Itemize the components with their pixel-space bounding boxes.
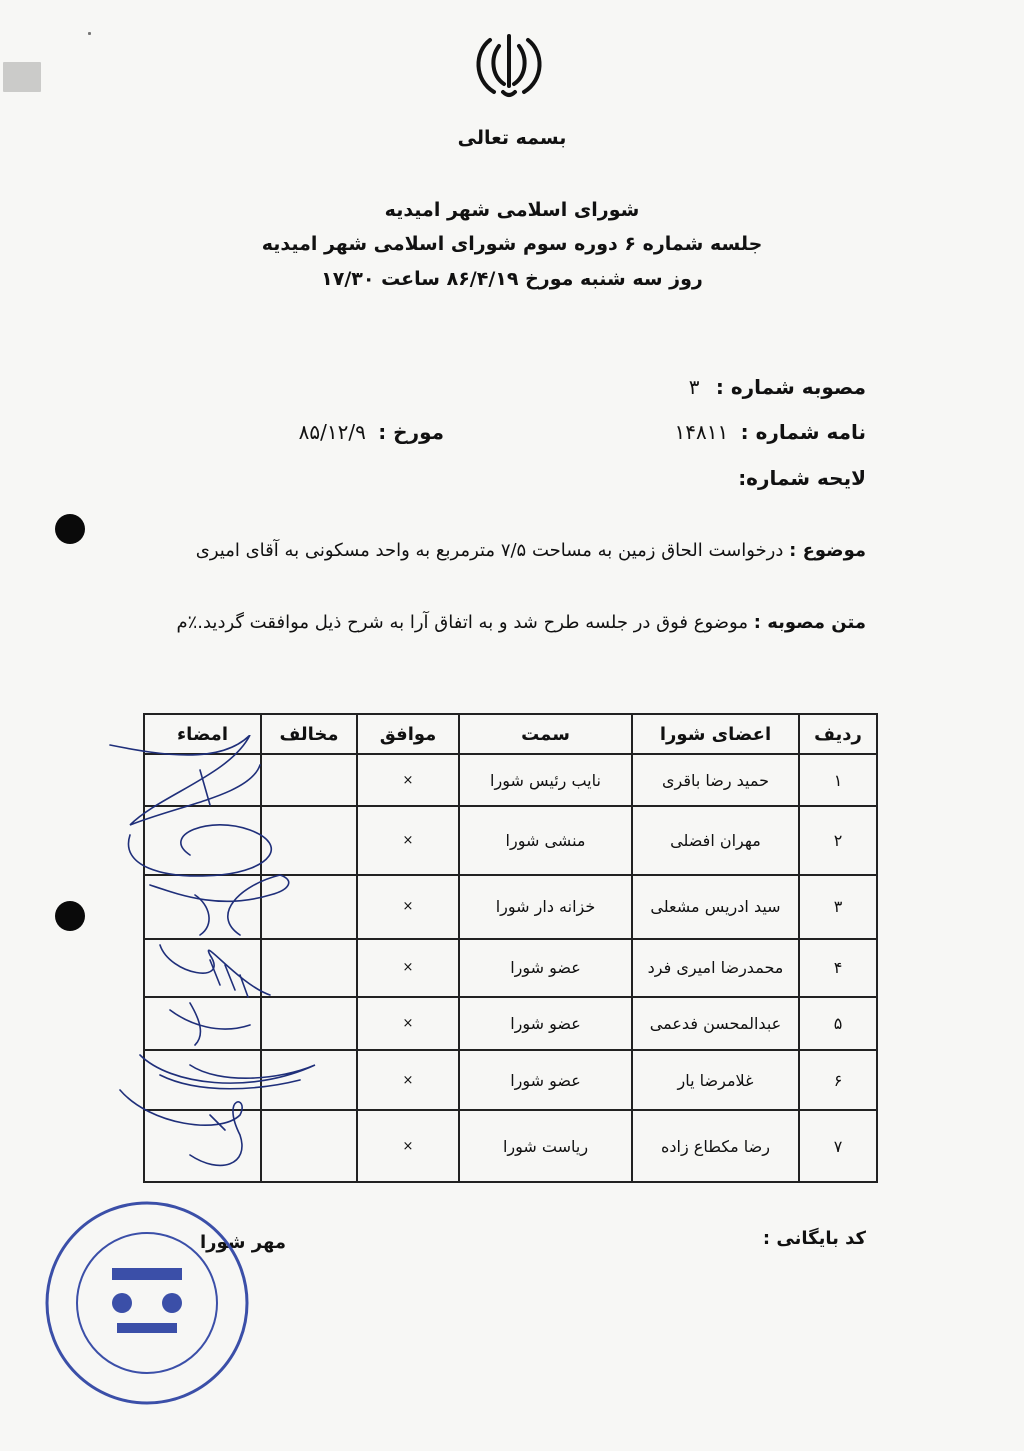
punch-hole-top: [55, 514, 85, 544]
table-row: [144, 1050, 877, 1111]
table-row: [144, 939, 877, 998]
signature-cell: [144, 806, 261, 875]
agree-mark: ×: [357, 1050, 459, 1111]
member-role: عضو شورا: [459, 997, 632, 1049]
signature-cell: [144, 939, 261, 998]
council-name: شورای اسلامی شهر امیدیه: [384, 199, 640, 221]
voting-table: [143, 713, 878, 1183]
resolution-text-line: [176, 612, 866, 633]
oppose-mark: [261, 939, 357, 998]
oppose-mark: [261, 1110, 357, 1182]
oppose-mark: [261, 754, 357, 806]
table-row: [144, 1110, 877, 1182]
resolution-number-value: ۳: [688, 375, 700, 399]
signature-cell: [144, 997, 261, 1049]
agree-mark: ×: [357, 939, 459, 998]
table-row: [144, 875, 877, 939]
letter-date-value: ۸۵/۱۲/۹: [298, 420, 366, 444]
row-number: ۴: [799, 939, 877, 998]
member-name: غلامرضا یار: [632, 1050, 799, 1111]
table-row: [144, 754, 877, 806]
subject-label: موضوع :: [789, 540, 866, 561]
letter-number-value: ۱۴۸۱۱: [674, 420, 729, 444]
agree-mark: ×: [357, 806, 459, 875]
letter-date: [299, 420, 444, 444]
table-row: [144, 997, 877, 1049]
member-name: محمدرضا امیری فرد: [632, 939, 799, 998]
member-name: رضا مکطاع زاده: [632, 1110, 799, 1182]
subject-text: درخواست الحاق زمین به مساحت ۷/۵ مترمربع به واحد مسکونی به آقای امیری: [195, 540, 784, 561]
scan-speck: [88, 32, 91, 35]
date-line: روز سه شنبه مورخ ۸۶/۴/۱۹ ساعت ۱۷/۳۰: [321, 268, 703, 290]
letter-number: [675, 420, 866, 444]
signature-cell: [144, 875, 261, 939]
agree-mark: ×: [357, 997, 459, 1049]
oppose-mark: [261, 1050, 357, 1111]
member-name: مهران افضلی: [632, 806, 799, 875]
row-number: ۳: [799, 875, 877, 939]
header-row-number: ردیف: [799, 714, 877, 754]
archive-code-label: کد بایگانی :: [762, 1228, 866, 1249]
member-name: سید ادریس مشعلی: [632, 875, 799, 939]
letter-date-label: مورخ :: [378, 420, 444, 444]
signature-cell: [144, 1110, 261, 1182]
oppose-mark: [261, 997, 357, 1049]
table-header-row: [144, 714, 877, 754]
oppose-mark: [261, 806, 357, 875]
header-member: اعضای شورا: [632, 714, 799, 754]
member-role: منشی شورا: [459, 806, 632, 875]
iran-emblem-icon: [468, 30, 550, 102]
bill-number-label: لایحه شماره:: [738, 466, 866, 490]
signature-cell: [144, 1050, 261, 1111]
signature-cell: [144, 754, 261, 806]
header-role: سمت: [459, 714, 632, 754]
member-name: حمید رضا باقری: [632, 754, 799, 806]
session-line: جلسه شماره ۶ دوره سوم شورای اسلامی شهر امیدیه: [261, 233, 763, 255]
letter-number-label: نامه شماره :: [740, 420, 866, 444]
agree-mark: ×: [357, 1110, 459, 1182]
member-name: عبدالمحسن فدعمی: [632, 997, 799, 1049]
row-number: ۵: [799, 997, 877, 1049]
header-signature: امضاء: [144, 714, 261, 754]
punch-hole-bottom: [55, 901, 85, 931]
resolution-text-label: متن مصوبه :: [753, 612, 866, 633]
table-row: [144, 806, 877, 875]
row-number: ۱: [799, 754, 877, 806]
oppose-mark: [261, 875, 357, 939]
row-number: ۲: [799, 806, 877, 875]
agree-mark: ×: [357, 754, 459, 806]
invocation-heading: بسمه تعالی: [457, 127, 567, 149]
header-agree: موافق: [357, 714, 459, 754]
member-role: ریاست شورا: [459, 1110, 632, 1182]
agree-mark: ×: [357, 875, 459, 939]
row-number: ۶: [799, 1050, 877, 1111]
resolution-text-body: موضوع فوق در جلسه طرح شد و به اتفاق آرا به شرح ذیل موافقت گردید.٪م: [176, 612, 748, 633]
seal-label: مهر شورا: [199, 1232, 286, 1253]
header-oppose: مخالف: [261, 714, 357, 754]
council-seal-stamp: [42, 1198, 252, 1408]
member-role: نایب رئیس شورا: [459, 754, 632, 806]
resolution-number-label: مصوبه شماره :: [715, 375, 866, 399]
row-number: ۷: [799, 1110, 877, 1182]
member-role: عضو شورا: [459, 939, 632, 998]
member-role: خزانه دار شورا: [459, 875, 632, 939]
subject-line: [196, 540, 866, 561]
resolution-number: [689, 375, 866, 399]
member-role: عضو شورا: [459, 1050, 632, 1111]
scan-speck: [3, 62, 41, 92]
